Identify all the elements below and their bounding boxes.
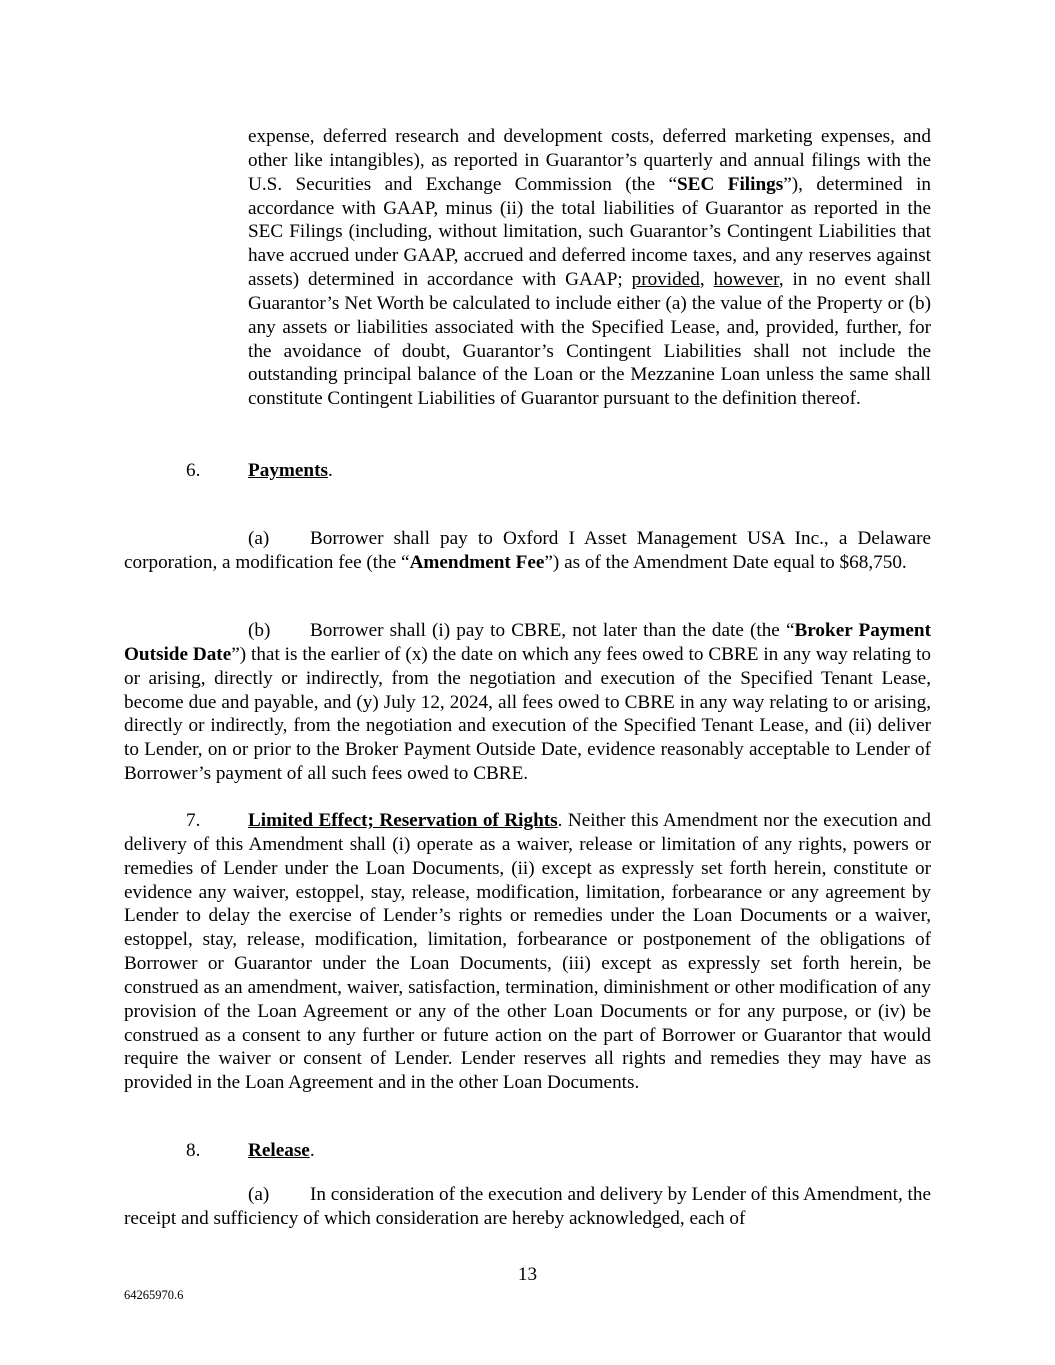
sec-filings-defined-term: SEC Filings [677, 173, 784, 195]
section-8-title: Release [248, 1140, 310, 1161]
section-6-number: 6. [186, 460, 201, 481]
section-8-heading [186, 1139, 315, 1163]
section-6-title-period: . [327, 460, 333, 481]
continuation-text-1: expense, deferred research and development costs, deferred marketing expenses, and other like intangibles), as reported in Guarantor’s quarterly and annual filings with the U.S. Securities and Exchange Commission (the “ [248, 126, 931, 195]
section-6b-text-1: Borrower shall (i) pay to CBRE, not later than the date (the “ [310, 620, 795, 641]
section-8-title-period: . [309, 1140, 315, 1161]
net-worth-continuation-paragraph [248, 125, 931, 411]
provided-term: provided [631, 269, 700, 291]
continuation-text-3: , in no event shall Guarantor’s Net Worth be calculated to include either (a) the value of the Property or (b) any assets or liabilities associated with the Specified Lease, and, provided, further, for the avoidance of doubt, Guarantor’s Contingent Liabilities shall not include the outstanding principal balance of the Loan or the Mezzanine Loan unless the same shall constitute Contingent Liabilities of Guarantor pursuant to the definition thereof. [248, 269, 932, 410]
continuation-comma: , [699, 269, 714, 291]
section-8-number: 8. [186, 1140, 201, 1161]
section-6a-text-1: Borrower shall pay to Oxford I Asset Management USA Inc., a Delaware corporation, a modification fee (the “ [124, 528, 931, 573]
amendment-fee-defined-term: Amendment Fee [409, 551, 545, 573]
section-8a-label: (a) [248, 1184, 270, 1205]
broker-payment-outside-date-term: Broker Payment Outside Date [124, 620, 931, 665]
document-id: 64265970.6 [124, 1288, 184, 1302]
section-7-title-period: . [557, 810, 563, 831]
section-8a-text: In consideration of the execution and delivery by Lender of this Amendment, the receipt and sufficiency of which consideration are hereby acknowledged, each of [124, 1184, 931, 1229]
section-6a-label: (a) [248, 528, 270, 549]
however-term: however [713, 269, 779, 291]
section-7-number: 7. [186, 810, 201, 831]
section-6a-paragraph [124, 527, 931, 575]
section-7-title: Limited Effect; Reservation of Rights [248, 810, 558, 831]
section-6a-text-2: ”) as of the Amendment Date equal to $68,750. [544, 551, 907, 573]
section-6b-paragraph [124, 619, 931, 786]
section-6-title: Payments [248, 460, 328, 481]
continuation-text-2: ”), determined in accordance with GAAP, minus (ii) the total liabilities of Guarantor as reported in the SEC Filings (including, without limitation, such Guarantor’s Contingent Liabilities that have accrued under GAAP, accrued and deferred income taxes, and any reserves against assets) determined in accordance with GAAP; [248, 173, 931, 291]
section-6b-text-2: ”) that is the earlier of (x) the date on which any fees owed to CBRE in any way relating to or arising, directly or indirectly, from the negotiation and execution of the Specified Tenant Lease, become due and payable, and (y) July 12, 2024, all fees owed to CBRE in any way relating to or arising, directly or indirectly, from the negotiation and execution of the Specified Tenant Lease, and (ii) deliver to Lender, on or prior to the Broker Payment Outside Date, evidence reasonably acceptable to Lender of Borrower’s payment of all such fees owed to CBRE. [124, 643, 931, 785]
section-6-heading [186, 459, 333, 483]
page-number: 13 [517, 1264, 538, 1285]
section-7-paragraph [124, 809, 931, 1095]
section-7-text: Neither this Amendment nor the execution and delivery of this Amendment shall (i) operate as a waiver, release or limitation of any rights, powers or remedies of Lender under the Loan Documents, (ii) except as expressly set forth herein, constitute or evidence any waiver, estoppel, stay, release, modification, limitation, forbearance or any agreement by Lender to delay the exercise of Lender’s rights or remedies under the Loan Documents or a waiver, estoppel, stay, release, modification, limitation, forbearance or postponement of the obligations of Borrower or Guarantor under the Loan Documents, (iii) except as expressly set forth herein, be construed as an amendment, waiver, satisfaction, termination, diminishment or other modification of any provision of the Loan Agreement or any of the other Loan Documents or for any purpose, or (iv) be construed as a consent to any further or future action on the part of Borrower or Guarantor that would require the waiver or consent of Lender. Lender reserves all rights and remedies they may have as provided in the Loan Agreement and in the other Loan Documents. [124, 810, 932, 1094]
section-6b-label: (b) [248, 620, 271, 641]
section-8a-paragraph [124, 1183, 931, 1231]
